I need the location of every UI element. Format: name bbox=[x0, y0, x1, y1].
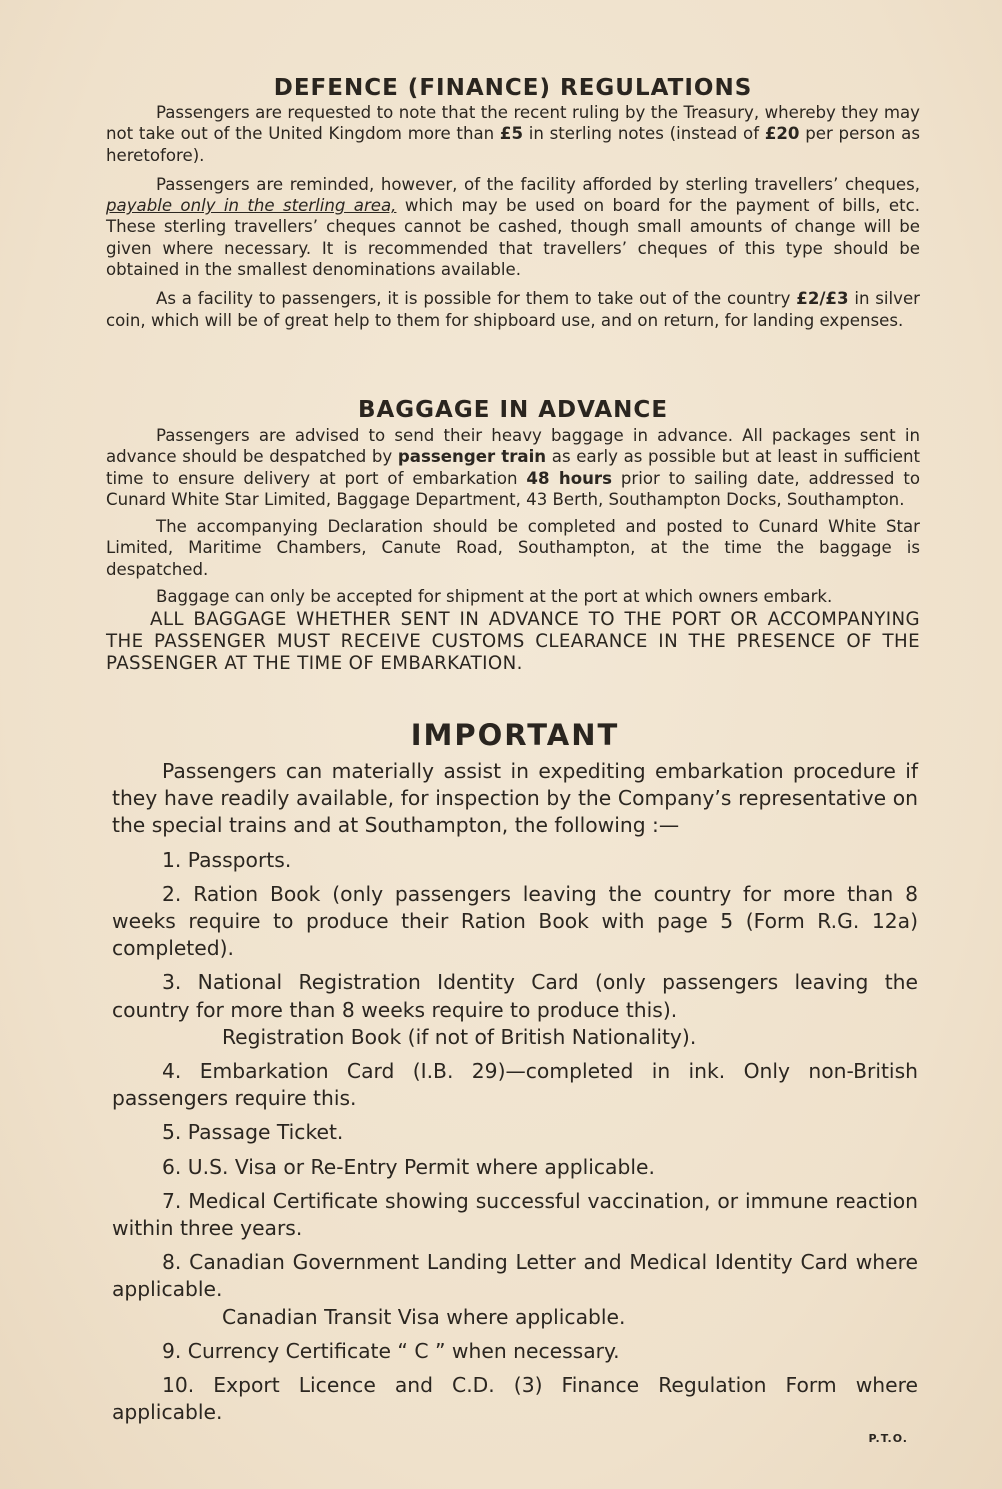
defence-paragraph-1 bbox=[106, 102, 920, 166]
text-run: which may be used on board for the payment of bills, etc. These sterling travellers’ cheques cannot be cashed, though small amounts of change will be given where necessary. It is recommended that travellers’ cheques of this type should be obtained in the smallest denominations available. bbox=[106, 196, 920, 280]
list-item: 2. Ration Book (only passengers leaving the country for more than 8 weeks require to produce their Ration Book with page 5 (Form R.G. 12a) completed). bbox=[112, 881, 918, 961]
amount-silver-coin: £2/£3 bbox=[796, 289, 849, 309]
text-run: in sterling notes (instead of bbox=[523, 124, 765, 144]
text-run: as early as possible but at least in sufficient time to ensure delivery at port of embarkation bbox=[106, 447, 920, 488]
customs-clearance-notice bbox=[106, 609, 920, 675]
defence-heading: DEFENCE (FINANCE) REGULATIONS bbox=[273, 75, 753, 101]
text-run: Passengers are reminded, however, of the facility afforded by sterling travellers’ cheques, bbox=[156, 174, 920, 194]
text-run: in silver coin, which will be of great help to them for shipboard use, and on return, for landing expenses. bbox=[106, 289, 921, 330]
defence-paragraph-3 bbox=[106, 288, 920, 331]
text-run: As a facility to passengers, it is possible for them to take out of the country bbox=[156, 289, 797, 309]
baggage-heading: BAGGAGE IN ADVANCE bbox=[357, 397, 669, 423]
list-item: Canadian Transit Visa where applicable. bbox=[222, 1304, 626, 1329]
important-heading: IMPORTANT bbox=[410, 718, 620, 752]
text-run: Passengers are requested to note that the recent ruling by the Treasury, whereby they may not take out of the United Kingdom more than bbox=[106, 103, 920, 144]
defence-section bbox=[106, 74, 920, 339]
pto-marker: P.T.O. bbox=[868, 1432, 908, 1445]
baggage-paragraph-1 bbox=[106, 425, 920, 510]
48-hours-bold: 48 hours bbox=[526, 468, 612, 488]
amount-20-pounds: £20 bbox=[764, 124, 800, 144]
list-item: 8. Canadian Government Landing Letter and Medical Identity Card where applicable. bbox=[112, 1250, 918, 1302]
sterling-area-underlined: payable only in the sterling area, bbox=[106, 196, 397, 216]
list-item: Registration Book (if not of British Nationality). bbox=[222, 1024, 697, 1049]
important-section bbox=[112, 716, 918, 1433]
baggage-section bbox=[106, 395, 920, 683]
text-run: ALL BAGGAGE WHETHER SENT IN ADVANCE TO THE PORT OR ACCOMPANYING THE PASSENGER MUST RECEIVE CUSTOMS CLEARANCE IN THE PRESENCE OF THE PASSENGER AT THE TIME OF EMBARKATION. bbox=[106, 609, 920, 675]
list-item: 10. Export Licence and C.D. (3) Finance Regulation Form where applicable. bbox=[112, 1373, 918, 1425]
text-run: Passengers are advised to send their heavy baggage in advance. All packages sent in advance should be despatched by bbox=[106, 426, 920, 467]
list-item: 6. U.S. Visa or Re-Entry Permit where applicable. bbox=[162, 1154, 655, 1179]
list-item: 3. National Registration Identity Card (only passengers leaving the country for more than 8 weeks require to produce this). bbox=[112, 970, 918, 1022]
defence-paragraph-2 bbox=[106, 174, 920, 280]
list-item: 1. Passports. bbox=[162, 847, 292, 872]
list-item: 4. Embarkation Card (I.B. 29)—completed in ink. Only non-British passengers require this. bbox=[112, 1059, 918, 1111]
baggage-paragraph-2: The accompanying Declaration should be completed and posted to Cunard White Star Limited, Maritime Chambers, Canute Road, Southampton, at the time the baggage is despatched. bbox=[106, 517, 920, 579]
passenger-train-bold: passenger train bbox=[397, 447, 547, 467]
important-intro: Passengers can materially assist in expediting embarkation procedure if they have readily available, for inspection by the Company’s representative on the special trains and at Southampton, the following :— bbox=[112, 759, 918, 838]
list-item: 5. Passage Ticket. bbox=[162, 1120, 344, 1145]
text-run: prior to sailing date, addressed to Cunard White Star Limited, Baggage Department, 43 Berth, Southampton Docks, Southampton. bbox=[106, 468, 920, 509]
list-item: 9. Currency Certificate “ C ” when necessary. bbox=[162, 1338, 620, 1363]
baggage-paragraph-3: Baggage can only be accepted for shipment at the port at which owners embark. bbox=[156, 587, 833, 607]
list-item: 7. Medical Certificate showing successful vaccination, or immune reaction within three years. bbox=[112, 1188, 918, 1241]
text-run: per person as heretofore). bbox=[106, 124, 920, 165]
amount-5-pounds: £5 bbox=[499, 124, 523, 144]
